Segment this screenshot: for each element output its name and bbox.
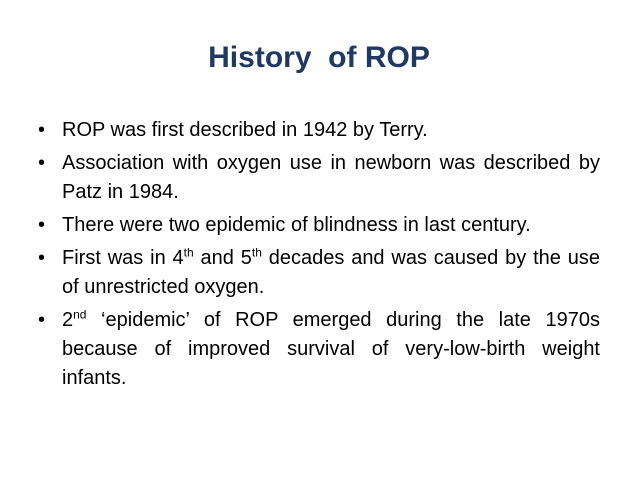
bullet-marker: • xyxy=(38,309,46,331)
bullet-item-3 xyxy=(36,211,600,240)
bullet-marker: • xyxy=(38,214,46,236)
bullet-text-part: and 5 xyxy=(193,247,252,269)
bullet-list xyxy=(36,116,600,397)
bullet-item-1 xyxy=(36,116,600,145)
bullet-item-5 xyxy=(36,306,600,393)
bullet-text-part: First was in 4 xyxy=(62,247,184,269)
superscript-ordinal: th xyxy=(251,245,262,260)
bullet-text: Association with oxygen use in newborn was described by Patz in 1984. xyxy=(62,152,600,203)
bullet-text: ROP was first described in 1942 by Terry. xyxy=(62,119,428,141)
bullet-text: There were two epidemic of blindness in last century. xyxy=(62,214,531,236)
bullet-text-part: ‘epidemic’ of ROP emerged during the late 1970s because of improved survival of very-low-birth weight infants. xyxy=(62,309,600,389)
slide-title: History of ROP xyxy=(208,41,430,74)
bullet-item-4 xyxy=(36,244,600,302)
bullet-text-part: decades and was caused by the use of unrestricted oxygen. xyxy=(62,247,600,298)
bullet-item-2 xyxy=(36,149,600,207)
superscript-ordinal: nd xyxy=(73,307,87,322)
bullet-text-part: 2 xyxy=(62,309,74,331)
bullet-marker: • xyxy=(38,119,46,141)
bullet-marker: • xyxy=(38,247,46,269)
bullet-marker: • xyxy=(38,152,46,174)
superscript-ordinal: th xyxy=(183,245,194,260)
